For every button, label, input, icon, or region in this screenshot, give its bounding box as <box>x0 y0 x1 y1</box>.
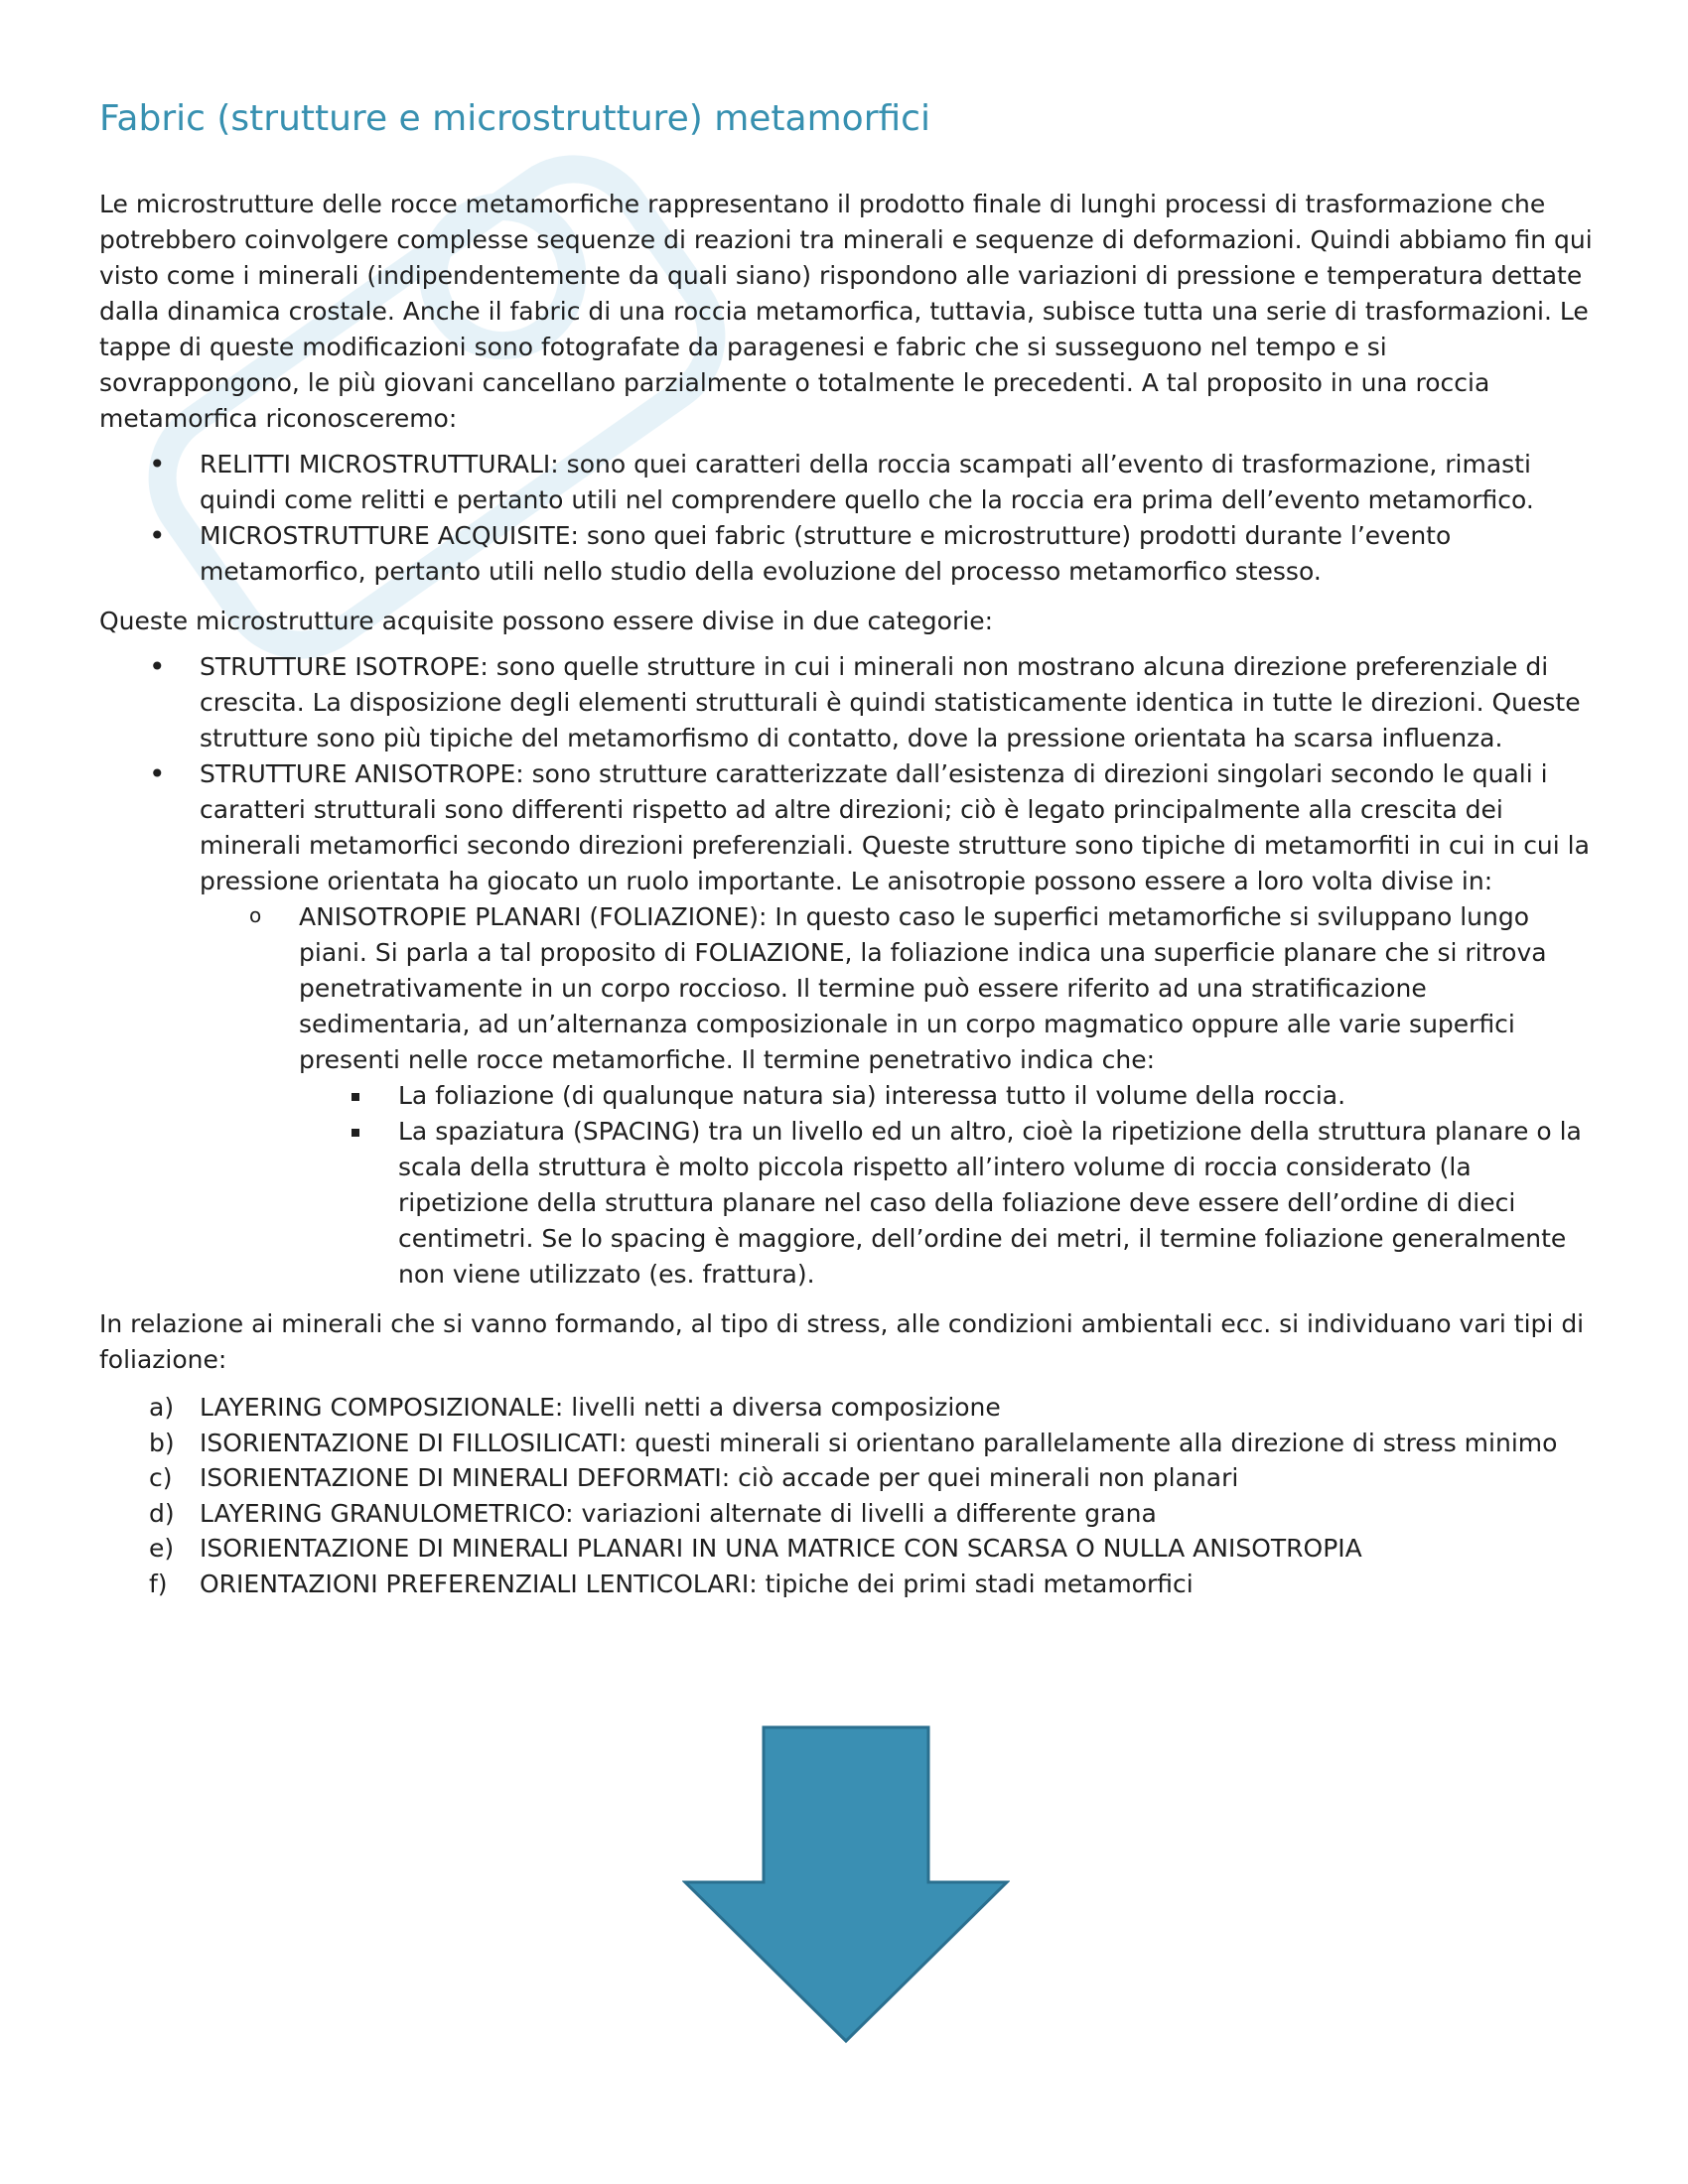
foliation-types-list <box>99 1390 1594 1601</box>
list-item-text: ISORIENTAZIONE DI FILLOSILICATI: questi minerali si orientano parallelamente alla direzione di stress minimo <box>200 1428 1558 1457</box>
list-item: • RELITTI MICROSTRUTTURALI: sono quei caratteri della roccia scampati all’evento di trasformazione, rimasti quindi come relitti e pertanto utili nel comprendere quello che la roccia era prima dell’evento metamorfico. <box>99 447 1594 518</box>
down-arrow-shape <box>685 1727 1007 2041</box>
list-item: • MICROSTRUTTURE ACQUISITE: sono quei fabric (strutture e microstrutture) prodotti durante l’evento metamorfico, pertanto utili nello studio della evoluzione del processo metamorfico stesso. <box>99 518 1594 590</box>
list-item <box>99 1496 1594 1532</box>
list-item <box>99 1531 1594 1567</box>
list-item-text: STRUTTURE ANISOTROPE: sono strutture caratterizzate dall’esistenza di direzioni singolari secondo le quali i caratteri strutturali sono differenti rispetto ad altre direzioni; ciò è legato principalmente alla crescita dei minerali metamorfici secondo direzioni preferenziali. Queste strutture sono tipiche di metamorfiti in cui in cui la pressione orientata ha giocato un ruolo importante. Le anisotropie possono essere a loro volta divise in: <box>200 759 1590 895</box>
list-marker: b) <box>149 1428 175 1457</box>
list-marker: d) <box>149 1498 175 1528</box>
list-marker: f) <box>149 1569 168 1598</box>
list-item <box>99 1426 1594 1461</box>
penetrative-list <box>299 1078 1594 1293</box>
list-item-text: ISORIENTAZIONE DI MINERALI DEFORMATI: ciò accade per quei minerali non planari <box>200 1463 1239 1492</box>
foliation-paragraph: In relazione ai minerali che si vanno formando, al tipo di stress, alle condizioni ambientali ecc. si individuano vari tipi di foliazione: <box>99 1309 1585 1374</box>
categories-paragraph: Queste microstrutture acquisite possono essere divise in due categorie: <box>99 607 993 635</box>
fabric-types-list <box>99 447 1594 590</box>
list-item-isotrope <box>99 649 1594 756</box>
intro-paragraph: Le microstrutture delle rocce metamorfiche rappresentano il prodotto finale di lunghi processi di trasformazione che potrebbero coinvolgere complesse sequenze di reazioni tra minerali e sequenze di deformazioni. Quindi abbiamo fin qui visto come i minerali (indipendentemente da quali siano) rispondono alle variazioni di pressione e temperatura dettate dalla dinamica crostale. Anche il fabric di una roccia metamorfica, tuttavia, subisce tutta una serie di trasformazioni. Le tappe di queste modificazioni sono fotografate da paragenesi e fabric che si susseguono nel tempo e si sovrappongono, le più giovani cancellano parzialmente o totalmente le precedenti. A tal proposito in una roccia metamorfica riconosceremo: <box>99 190 1593 433</box>
list-marker: e) <box>149 1534 175 1563</box>
list-item-text: ISORIENTAZIONE DI MINERALI PLANARI IN UNA MATRICE CON SCARSA O NULLA ANISOTROPIA <box>200 1534 1362 1563</box>
document-page <box>99 95 1594 1601</box>
list-marker: a) <box>149 1393 175 1422</box>
list-item <box>99 1390 1594 1426</box>
anisotropie-list <box>200 899 1594 1293</box>
list-item-text: ORIENTAZIONI PREFERENZIALI LENTICOLARI: tipiche dei primi stadi metamorfici <box>200 1569 1194 1598</box>
list-item-text: STRUTTURE ISOTROPE: sono quelle strutture in cui i minerali non mostrano alcuna direzione preferenziale di crescita. La disposizione degli elementi strutturali è quindi statisticamente identica in tutte le direzioni. Queste strutture sono più tipiche del metamorfismo di contatto, dove la pressione orientata ha scarsa influenza. <box>200 652 1581 752</box>
list-item-text: LAYERING COMPOSIZIONALE: livelli netti a diversa composizione <box>200 1393 1001 1422</box>
list-item: La foliazione (di qualunque natura sia) interessa tutto il volume della roccia. <box>299 1078 1594 1114</box>
down-arrow-icon <box>682 1725 1010 2045</box>
list-item-anisotrope <box>99 756 1594 1293</box>
list-item-text: LAYERING GRANULOMETRICO: variazioni alternate di livelli a differente grana <box>200 1498 1157 1528</box>
list-item <box>99 1567 1594 1602</box>
list-marker: c) <box>149 1463 173 1492</box>
list-item: La spaziatura (SPACING) tra un livello ed un altro, cioè la ripetizione della struttura planare o la scala della struttura è molto piccola rispetto all’intero volume di roccia considerato (la ripetizione della struttura planare nel caso della foliazione deve essere dell’ordine di dieci centimetri. Se lo spacing è maggiore, dell’ordine dei metri, il termine foliazione generalmente non viene utilizzato (es. frattura). <box>299 1114 1594 1293</box>
page-title: Fabric (strutture e microstrutture) metamorfici <box>99 98 930 139</box>
list-item-planari <box>200 899 1594 1293</box>
list-item-text: ANISOTROPIE PLANARI (FOLIAZIONE): In questo caso le superfici metamorfiche si sviluppano lungo piani. Si parla a tal proposito di FOLIAZIONE, la foliazione indica una superficie planare che si ritrova penetrativamente in un corpo roccioso. Il termine può essere riferito ad una stratificazione sedimentaria, ad un’alternanza composizionale in un corpo magmatico oppure alle varie superfici presenti nelle rocce metamorfiche. Il termine penetrativo indica che: <box>299 902 1547 1074</box>
list-item <box>99 1460 1594 1496</box>
categories-list <box>99 649 1594 1293</box>
